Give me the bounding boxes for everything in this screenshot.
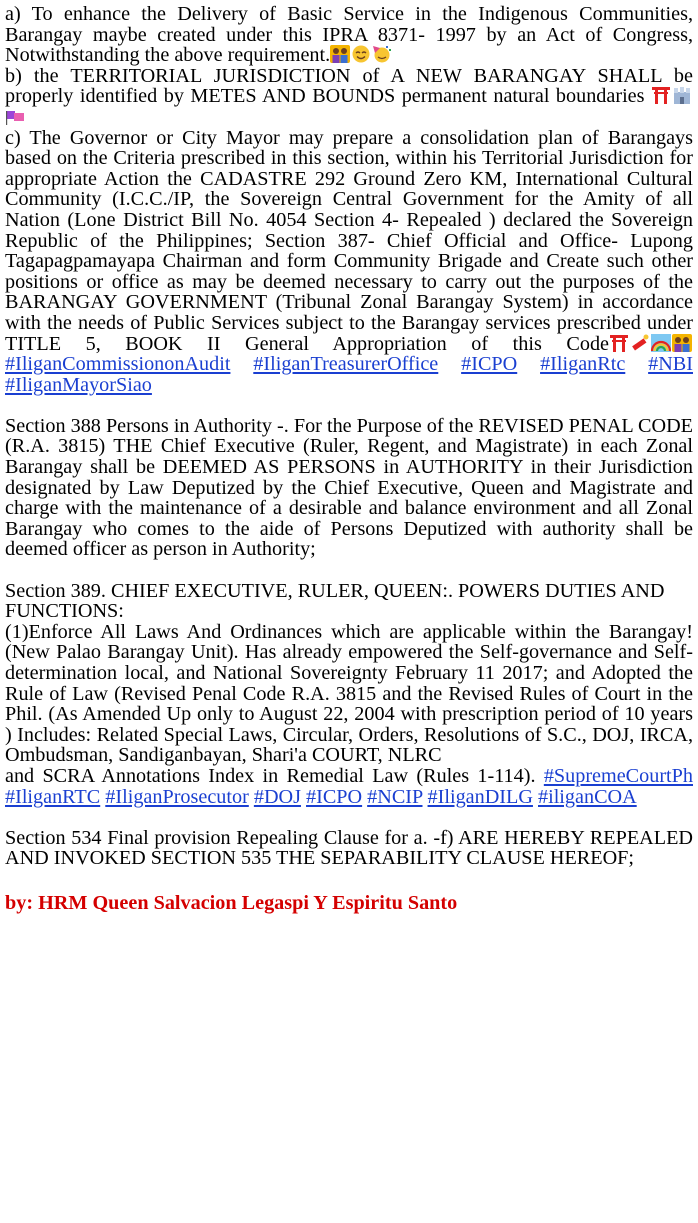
item-b-text: b) the TERRITORIAL JURISDICTION of A NEW BARANGAY SHALL be properly identified by METES AND BOUNDS permanent natural boundaries: [5, 64, 693, 108]
smiling-face-icon: [351, 45, 371, 63]
castle-icon: [672, 86, 692, 104]
hashtag-icpo[interactable]: #ICPO: [461, 353, 518, 376]
signature: by: HRM Queen Salvacion Legaspi Y Espiritu Santo: [5, 891, 458, 914]
hashtag-iligan-commission-on-audit[interactable]: #IliganCommissiononAudit: [5, 353, 231, 376]
item-c-text: c) The Governor or City Mayor may prepare a consolidation plan of Barangays based on the Criteria prescribed in this section, within his Territorial Jurisdiction for appropriate Action the CADASTRE 292 Ground Zero KM, International Cultural Community (I.C.C./IP, the Sovereign Central Government for the Amity of all Nation (Lone District Bill No. 4054 Section 4- Repealed ) declared the Sovereign Republic of the Philippines; Section 387- Chief Official and Office- Lupong Tagapagpamayapa Chairman and form Community Brigade and Create such other positions or office as may be deemed necessary to carry out the purposes of the BARANGAY GOVERNMENT (Tribunal Zonal Barangay System) in accordance with the needs of Public Services subject to the Barangay services prescribed under TITLE 5, BOOK II General Appropriation of this Code: [5, 126, 693, 355]
paragraph-gap: [5, 560, 693, 581]
hashtag-iligan-coa[interactable]: #iliganCOA: [538, 785, 637, 808]
partying-face-icon: [372, 45, 392, 63]
item-b: [5, 66, 693, 128]
hashtag-ncip[interactable]: #NCIP: [367, 785, 423, 808]
rainbow-icon: [651, 334, 671, 352]
hashtag-doj[interactable]: #DOJ: [253, 785, 301, 808]
couple-icon: [330, 45, 350, 63]
torii-gate-icon: [651, 86, 671, 104]
section-389-heading: Section 389. CHIEF EXECUTIVE, RULER, QUEEN:. POWERS DUTIES AND FUNCTIONS:: [5, 579, 665, 623]
hashtag-iligan-dilg[interactable]: #IliganDILG: [427, 785, 533, 808]
hashtag-iligan-mayor-siao[interactable]: #IliganMayorSiao: [5, 373, 152, 396]
hashtag-supreme-court-ph[interactable]: #SupremeCourtPh: [543, 764, 693, 787]
paragraph-gap: [5, 869, 693, 890]
hashtag-iligan-prosecutor[interactable]: #IliganProsecutor: [105, 785, 249, 808]
hashtag-iligan-treasurer-office[interactable]: #IliganTreasurerOffice: [253, 353, 439, 376]
torii-gate-icon: [609, 334, 629, 352]
item-a: [5, 4, 693, 66]
item-a-text: a) To enhance the Delivery of Basic Service in the Indigenous Communities, Barangay maybe created under this IPRA 8371- 1997 by an Act of Congress, Notwithstanding the above requirement.: [5, 3, 693, 67]
section-389-body-2: [5, 766, 693, 807]
hashtag-iligan-rtc-2[interactable]: #IliganRTC: [5, 785, 101, 808]
hashtag-iligan-rtc[interactable]: #IliganRtc: [540, 353, 626, 376]
hashtag-icpo-2[interactable]: #ICPO: [306, 785, 363, 808]
couple-icon: [672, 334, 692, 352]
flags-icon: [5, 107, 25, 125]
paragraph-gap: [5, 807, 693, 828]
hashtag-nbi[interactable]: #NBI: [648, 353, 693, 376]
firecracker-icon: [630, 334, 650, 352]
section-389-body: (1)Enforce All Laws And Ordinances which are applicable within the Barangay! (New Palao Barangay Unit). Has already empowered the Self-governance and Self-determination local, and National Sovereignty February 11 2017; and Adopted the Rule of Law (Revised Penal Code R.A. 3815 and the Revised Rules of Court in the Phil. (As Amended Up only to August 22, 2004 with prescription period of 10 years ) Includes: Related Special Laws, Circular, Orders, Resolutions of S.C., DOJ, IRCA, Ombudsman, Sandiganbayan, Shari'a COURT, NLRC: [5, 620, 693, 767]
section-534: Section 534 Final provision Repealing Clause for a. -f) ARE HEREBY REPEALED AND INVOKED SECTION 535 THE SEPARABILITY CLAUSE HEREOF;: [5, 826, 693, 870]
section-389-body-2-text: and SCRA Annotations Index in Remedial Law (Rules 1-114).: [5, 764, 536, 787]
item-c: [5, 128, 693, 396]
paragraph-gap: [5, 395, 693, 416]
section-388: Section 388 Persons in Authority -. For the Purpose of the REVISED PENAL CODE (R.A. 3815) THE Chief Executive (Ruler, Regent, and Magistrate) in each Zonal Barangay shall be DEEMED AS PERSONS in AUTHORITY in their Jurisdiction designated by Law Deputized by the Chief Executive, Queen and Magistrate and charge with the maintenance of a desirable and balance environment and all Zonal Barangay who comes to the aide of Persons Deputized with authority shall be deemed officer as person in Authority;: [5, 414, 693, 561]
